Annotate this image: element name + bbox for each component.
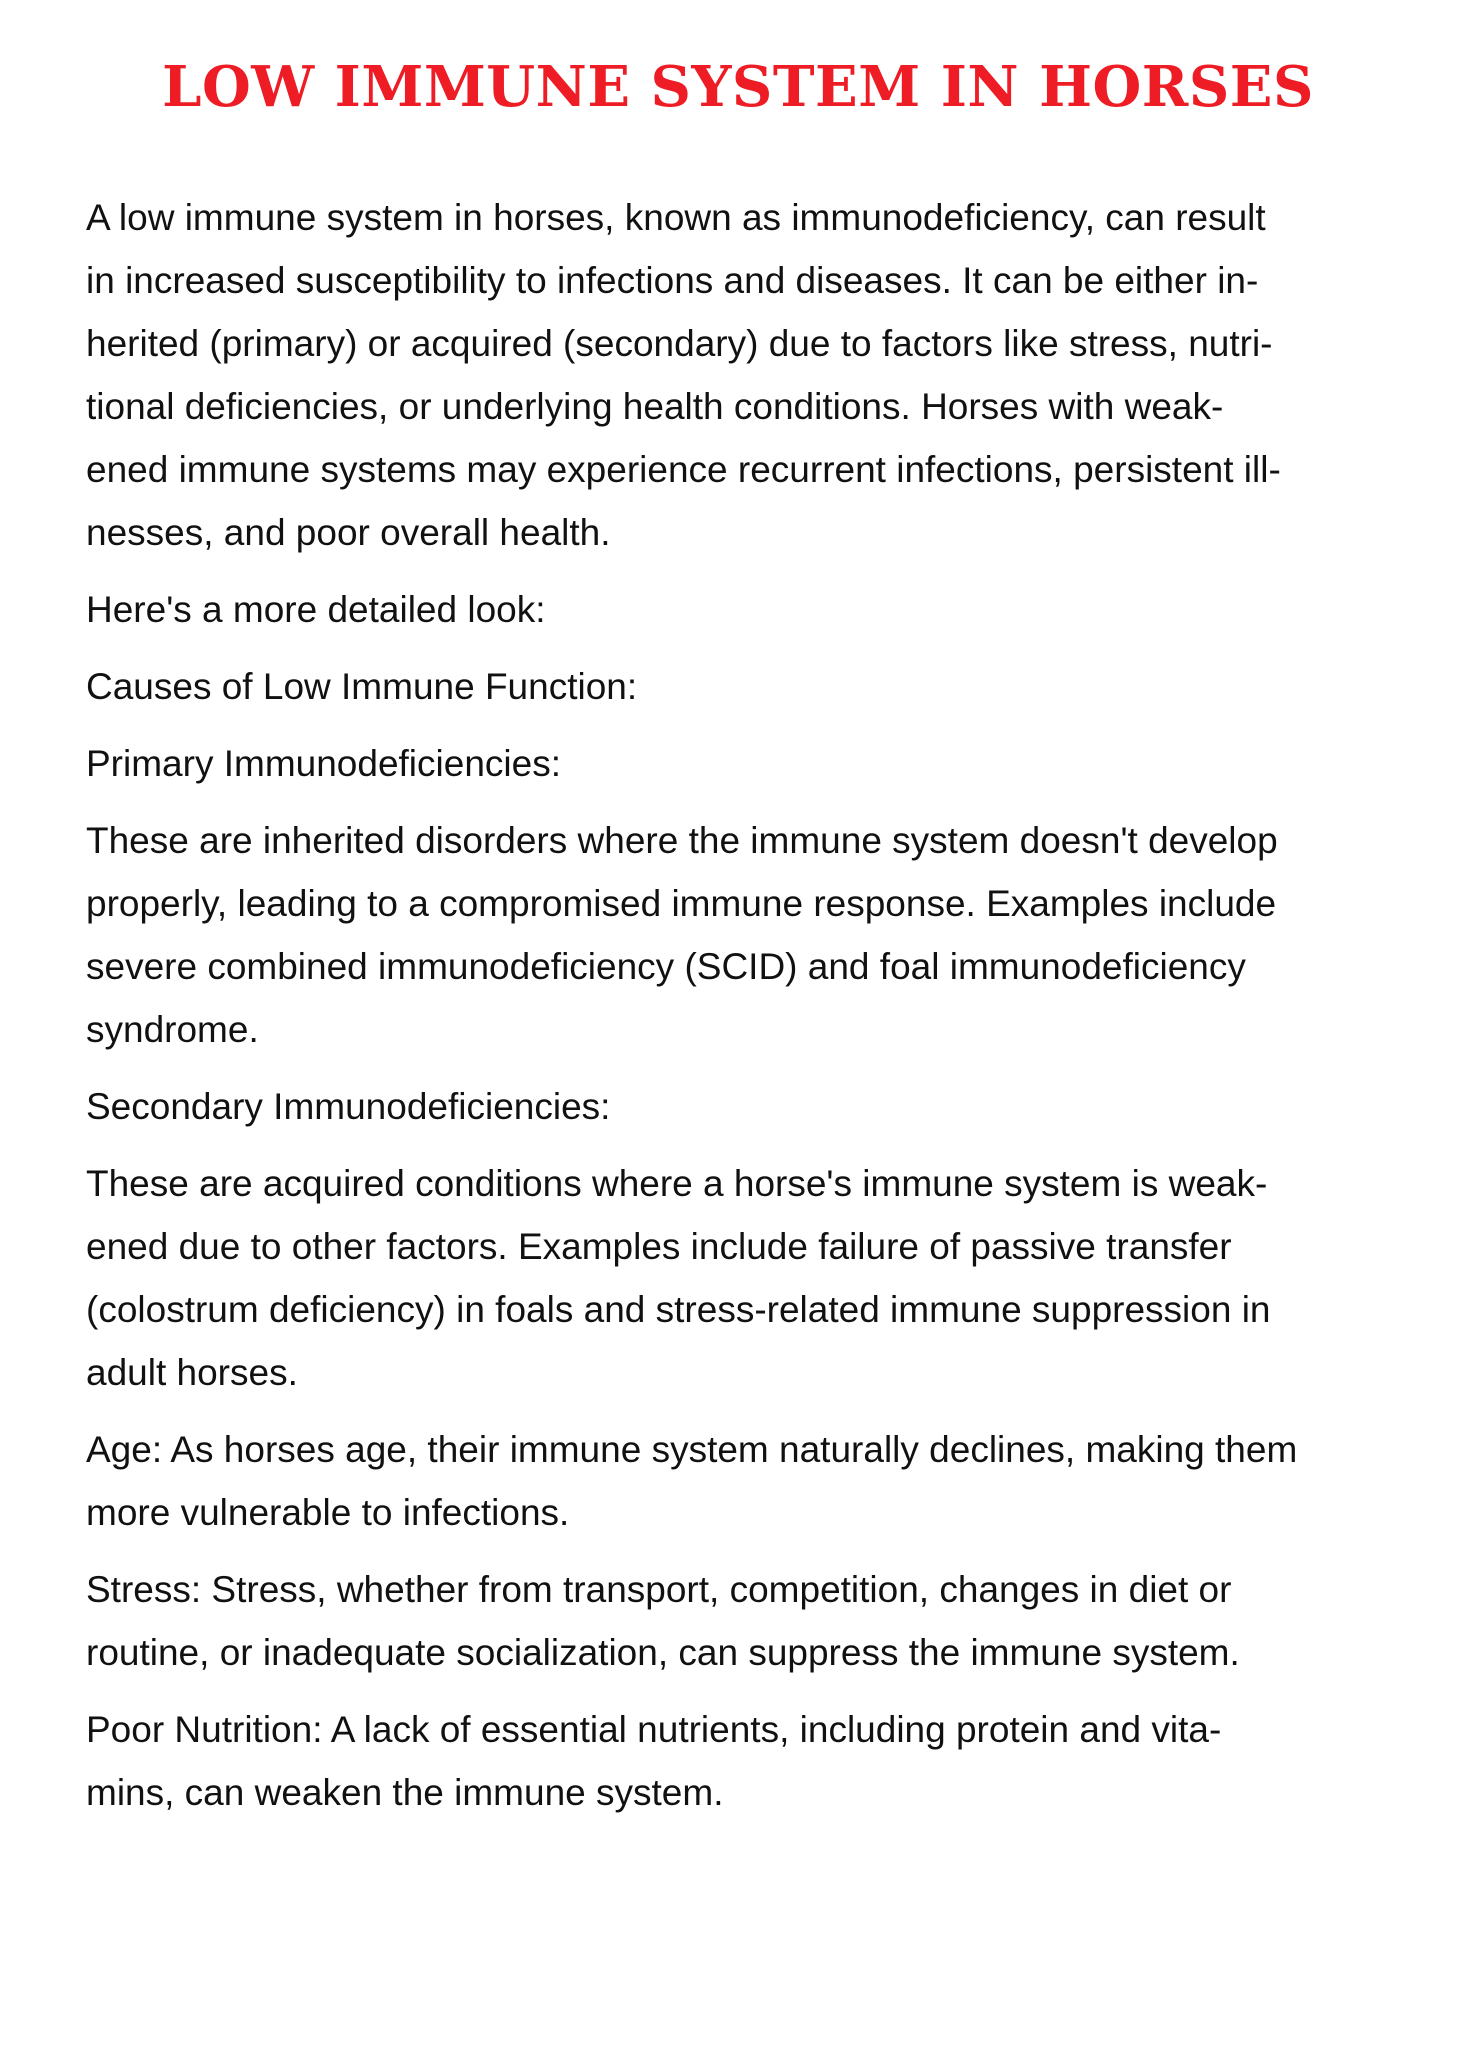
paragraph-detailed-look: [86, 578, 1396, 641]
text-line: Here's a more detailed look:: [86, 589, 546, 630]
text-line: Age: As horses age, their immune system naturally declines, making them: [86, 1429, 1298, 1470]
document-body: [86, 186, 1396, 1838]
text-line: severe combined immunodeficiency (SCID) and foal immunodeficiency: [86, 946, 1246, 987]
text-line: tional deficiencies, or underlying health conditions. Horses with weak-: [86, 386, 1224, 427]
text-line: These are inherited disorders where the immune system doesn't develop: [86, 820, 1278, 861]
paragraph-intro: [86, 186, 1396, 564]
text-line: These are acquired conditions where a horse's immune system is weak-: [86, 1163, 1268, 1204]
heading-secondary-immunodeficiencies: [86, 1075, 1396, 1138]
text-line: mins, can weaken the immune system.: [86, 1772, 724, 1813]
text-line: ened due to other factors. Examples include failure of passive transfer: [86, 1226, 1232, 1267]
text-line: Secondary Immunodeficiencies:: [86, 1086, 611, 1127]
text-line: in increased susceptibility to infections and diseases. It can be either in-: [86, 260, 1259, 301]
text-line: routine, or inadequate socialization, can suppress the immune system.: [86, 1632, 1240, 1673]
text-line: Causes of Low Immune Function:: [86, 666, 638, 707]
text-line: ened immune systems may experience recurrent infections, persistent ill-: [86, 449, 1281, 490]
text-line: Primary Immunodeficiencies:: [86, 743, 561, 784]
text-line: syndrome.: [86, 1009, 259, 1050]
paragraph-primary: [86, 809, 1396, 1061]
text-line: A low immune system in horses, known as immunodeficiency, can result: [86, 197, 1266, 238]
text-line: Poor Nutrition: A lack of essential nutrients, including protein and vita-: [86, 1709, 1222, 1750]
paragraph-secondary: [86, 1152, 1396, 1404]
heading-causes: [86, 655, 1396, 718]
text-line: properly, leading to a compromised immune response. Examples include: [86, 883, 1277, 924]
text-line: (colostrum deficiency) in foals and stress-related immune suppression in: [86, 1289, 1271, 1330]
paragraph-age: [86, 1418, 1396, 1544]
text-line: more vulnerable to infections.: [86, 1492, 570, 1533]
text-line: Stress: Stress, whether from transport, competition, changes in diet or: [86, 1569, 1232, 1610]
paragraph-poor-nutrition: [86, 1698, 1396, 1824]
heading-primary-immunodeficiencies: [86, 732, 1396, 795]
page-title: LOW IMMUNE SYSTEM IN HORSES: [162, 54, 1314, 120]
paragraph-stress: [86, 1558, 1396, 1684]
text-line: nesses, and poor overall health.: [86, 512, 611, 553]
text-line: adult horses.: [86, 1352, 298, 1393]
text-line: herited (primary) or acquired (secondary) due to factors like stress, nutri-: [86, 323, 1273, 364]
